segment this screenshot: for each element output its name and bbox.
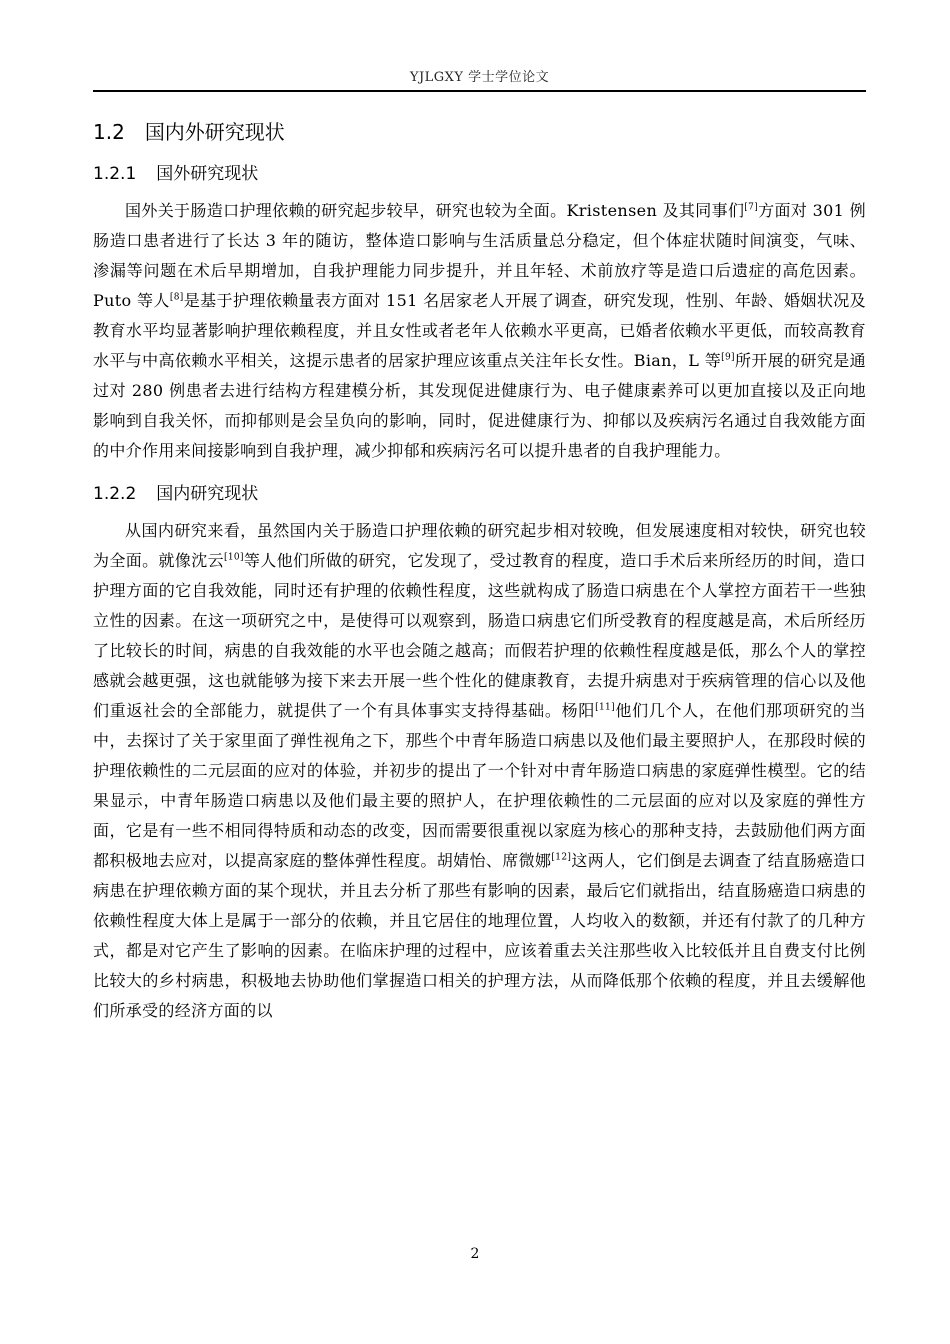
subsection-heading-domestic xyxy=(93,478,866,510)
section-number: 1.2 xyxy=(93,120,125,144)
citation-8: [8] xyxy=(169,292,184,303)
text-run: 他们几个人，在他们那项研究的当中，去探讨了关于家里面了弹性视角之下，那些个中青年肠造口病患以及他们最主要照护人，在那段时候的护理依赖性的二元层面的应对的体验，并初步的提出了一个针对中青年肠造口病患的家庭弹性模型。它的结果显示，中青年肠造口病患以及他们最主要的照护人，在护理依赖性的二元层面的应对以及家庭的弹性方面，它是有一些不相同得特质和动态的改变，因而需要很重视以家庭为核心的那种支持，去鼓励他们两方面都积极地去应对，以提高家庭的整体弹性程度。胡婧怡、席微娜 xyxy=(93,701,866,870)
citation-10: [10] xyxy=(223,552,244,563)
page-number: 2 xyxy=(470,1246,480,1262)
citation-9: [9] xyxy=(721,352,735,363)
citation-11: [11] xyxy=(595,702,615,713)
subsection-title: 国内研究现状 xyxy=(156,484,259,504)
subsection-number: 1.2.2 xyxy=(93,484,137,504)
paragraph-domestic-research xyxy=(93,516,866,1026)
subsection-number: 1.2.1 xyxy=(93,164,137,184)
header-rule xyxy=(93,90,866,92)
citation-7: [7] xyxy=(744,202,759,213)
section-title: 国内外研究现状 xyxy=(144,120,285,144)
text-run: 是基于护理依赖量表方面对 151 名居家老人开展了调查，研究发现，性别、年龄、婚姻状况及教育水平均显著影响护理依赖程度，并且女性或者老年人依赖水平更高，已婚者依赖水平更低，而较高教育水平与中高依赖水平相关，这提示患者的居家护理应该重点关注年长女性。Bian，L 等 xyxy=(93,291,866,370)
subsection-heading-foreign xyxy=(93,158,866,190)
text-run: 所开展的研究是通过对 280 例患者去进行结构方程建模分析，其发现促进健康行为、电子健康素养可以更加直接以及正向地影响到自我关怀，而抑郁则是会呈负向的影响，同时，促进健康行为、抑郁以及疾病污名通过自我效能方面的中介作用来间接影响到自我护理，减少抑郁和疾病污名可以提升患者的自我护理能力。 xyxy=(93,351,866,460)
text-run: 从国内研究来看，虽然国内关于肠造口护理依赖的研究起步相对较晚，但发展速度相对较快，研究也较为全面。就像沈云 xyxy=(93,521,866,570)
subsection-title: 国外研究现状 xyxy=(156,164,259,184)
section-heading xyxy=(93,114,866,150)
text-run: 国外关于肠造口护理依赖的研究起步较早，研究也较为全面。Kristensen 及其同事们 xyxy=(125,201,745,220)
paragraph-foreign-research xyxy=(93,196,866,466)
text-run: 方面对 301 例肠造口患者进行了长达 3 年的随访，整体造口影响与生活质量总分稳定，但个体症状随时间演变，气味、渗漏等问题在术后早期增加，自我护理能力同步提升，并且年轻、术前放疗等是造口后遗症的高危因素。Puto 等人 xyxy=(93,201,866,310)
page-body xyxy=(93,112,866,1038)
citation-12: [12] xyxy=(551,852,572,863)
text-run: 等人他们所做的研究，它发现了，受过教育的程度，造口手术后来所经历的时间，造口护理方面的它自我效能，同时还有护理的依赖性程度，这些就构成了肠造口病患在个人掌控方面若干一些独立性的因素。在这一项研究之中，是使得可以观察到，肠造口病患它们所受教育的程度越是高，术后所经历了比较长的时间，病患的自我效能的水平也会随之越高；而假若护理的依赖性程度越是低，那么个人的掌控感就会越更强，这也就能够为接下来去开展一些个性化的健康教育，去提升病患对于疾病管理的信心以及他们重返社会的全部能力，就提供了一个有具体事实支持得基础。杨阳 xyxy=(93,551,866,720)
text-run: 这两人，它们倒是去调查了结直肠癌造口病患在护理依赖方面的某个现状，并且去分析了那些有影响的因素，最后它们就指出，结直肠癌造口病患的依赖性程度大体上是属于一部分的依赖，并且它居住的地理位置，人均收入的数额，并还有付款了的几种方式，都是对它产生了影响的因素。在临床护理的过程中，应该着重去关注那些收入比较低并且自费支付比例比较大的乡村病患，积极地去协助他们掌握造口相关的护理方法，从而降低那个依赖的程度，并且去缓解他们所承受的经济方面的以 xyxy=(93,851,866,1020)
running-header: YJLGXY 学士学位论文 xyxy=(409,70,550,85)
